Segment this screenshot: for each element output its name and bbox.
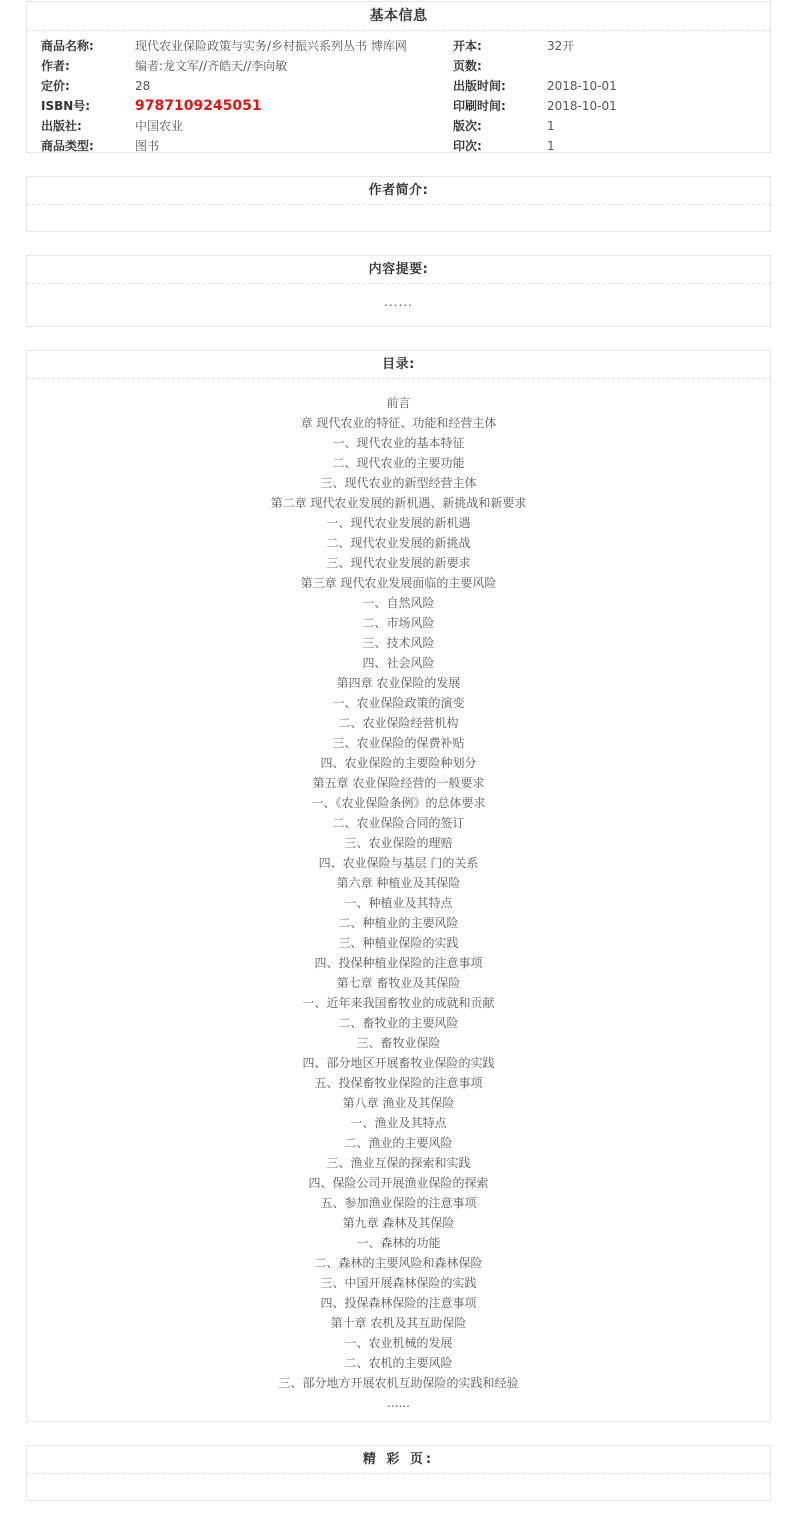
toc-item: 四、投保森林保险的注意事项 — [320, 1296, 477, 1310]
toc-item: 第五章 农业保险经营的一般要求 — [312, 776, 485, 790]
toc-item: 二、现代农业发展的新挑战 — [326, 536, 471, 550]
info-label: 开本: — [453, 39, 482, 53]
toc-item: 一、近年来我国畜牧业的成就和贡献 — [302, 996, 495, 1010]
toc-item: 四、社会风险 — [362, 656, 435, 670]
info-row — [453, 76, 753, 96]
info-value: 2018-10-01 — [547, 99, 617, 113]
basic-info-left-column — [41, 36, 441, 156]
toc-item: ...... — [387, 1396, 410, 1410]
toc-item: 四、保险公司开展渔业保险的探索 — [308, 1176, 489, 1190]
toc-list — [27, 379, 770, 1413]
summary-title: 内容提要: — [27, 256, 770, 284]
toc-panel — [26, 350, 771, 1422]
toc-item: 五、参加渔业保险的注意事项 — [320, 1196, 477, 1210]
toc-item: 三、现代农业发展的新要求 — [326, 556, 471, 570]
summary-text: ...... — [384, 295, 413, 309]
toc-item: 第十章 农机及其互助保险 — [330, 1316, 467, 1330]
toc-item: 四、部分地区开展畜牧业保险的实践 — [302, 1056, 495, 1070]
toc-item: 第二章 现代农业发展的新机遇、新挑战和新要求 — [270, 496, 527, 510]
toc-item: 章 现代农业的特征、功能和经营主体 — [300, 416, 497, 430]
info-label: 定价: — [41, 79, 70, 93]
toc-item: 三、种植业保险的实践 — [338, 936, 459, 950]
author-intro-title: 作者简介: — [27, 177, 770, 205]
author-intro-panel — [26, 176, 771, 232]
info-row — [41, 36, 441, 56]
info-value: 编者:龙文军//齐皓天//李向敏 — [135, 59, 288, 73]
basic-info-title: 基本信息 — [27, 2, 770, 31]
info-value: 图书 — [135, 139, 160, 153]
toc-item: 二、畜牧业的主要风险 — [338, 1016, 459, 1030]
info-label: 商品类型: — [41, 139, 94, 153]
info-row — [453, 36, 753, 56]
toc-item: 四、农业保险的主要险种划分 — [320, 756, 477, 770]
info-row — [41, 56, 441, 76]
summary-panel — [26, 255, 771, 327]
info-row — [453, 96, 753, 116]
wonderful-pages-panel — [26, 1445, 771, 1501]
toc-item: 二、现代农业的主要功能 — [332, 456, 465, 470]
toc-item: 三、畜牧业保险 — [356, 1036, 441, 1050]
toc-item: 一、森林的功能 — [356, 1236, 441, 1250]
toc-item: 二、农业保险合同的签订 — [332, 816, 465, 830]
toc-item: 一、种植业及其特点 — [344, 896, 453, 910]
toc-item: 五、投保畜牧业保险的注意事项 — [314, 1076, 483, 1090]
info-value: 28 — [135, 79, 151, 93]
info-row — [41, 136, 441, 156]
basic-info-panel — [26, 1, 771, 153]
info-value: 32开 — [547, 39, 575, 53]
toc-title: 目录: — [27, 351, 770, 379]
toc-item: 三、渔业互保的探索和实践 — [326, 1156, 471, 1170]
info-row — [41, 96, 441, 116]
toc-item: 三、中国开展森林保险的实践 — [320, 1276, 477, 1290]
info-row — [453, 116, 753, 136]
toc-item: 一、《农业保险条例》的总体要求 — [311, 796, 486, 810]
info-label: 页数: — [453, 59, 482, 73]
info-label: 出版社: — [41, 119, 82, 133]
toc-item: 一、渔业及其特点 — [350, 1116, 447, 1130]
info-row — [41, 116, 441, 136]
info-label: 作者: — [41, 59, 70, 73]
info-value: 2018-10-01 — [547, 79, 617, 93]
toc-item: 三、现代农业的新型经营主体 — [320, 476, 477, 490]
toc-item: 一、现代农业发展的新机遇 — [326, 516, 471, 530]
toc-item: 第九章 森林及其保险 — [342, 1216, 455, 1230]
toc-item: 二、森林的主要风险和森林保险 — [314, 1256, 483, 1270]
info-value: 1 — [547, 139, 555, 153]
isbn-value: 9787109245051 — [135, 98, 262, 114]
toc-item: 四、投保种植业保险的注意事项 — [314, 956, 483, 970]
info-label: ISBN号: — [41, 99, 91, 113]
info-label: 印次: — [453, 139, 482, 153]
toc-item: 二、市场风险 — [362, 616, 435, 630]
toc-item: 前言 — [386, 396, 411, 410]
toc-item: 三、技术风险 — [362, 636, 435, 650]
info-label: 版次: — [453, 119, 482, 133]
wonderful-pages-title: 精 彩 页: — [27, 1446, 770, 1474]
info-value: 1 — [547, 119, 555, 133]
toc-item: 第六章 种植业及其保险 — [336, 876, 461, 890]
toc-item: 一、农业机械的发展 — [344, 1336, 453, 1350]
toc-item: 第三章 现代农业发展面临的主要风险 — [300, 576, 497, 590]
basic-info-right-column — [453, 36, 753, 156]
info-label: 商品名称: — [41, 39, 94, 53]
info-label: 印刷时间: — [453, 99, 506, 113]
info-label: 出版时间: — [453, 79, 506, 93]
toc-item: 一、农业保险政策的演变 — [332, 696, 465, 710]
info-row — [41, 76, 441, 96]
toc-item: 二、农机的主要风险 — [344, 1356, 453, 1370]
toc-item: 第七章 畜牧业及其保险 — [336, 976, 461, 990]
toc-item: 一、自然风险 — [362, 596, 435, 610]
toc-item: 第四章 农业保险的发展 — [336, 676, 461, 690]
toc-item: 三、农业保险的保费补贴 — [332, 736, 465, 750]
info-row — [453, 136, 753, 156]
toc-item: 二、渔业的主要风险 — [344, 1136, 453, 1150]
toc-item: 三、部分地方开展农机互助保险的实践和经验 — [278, 1376, 519, 1390]
info-value: 中国农业 — [135, 119, 184, 133]
toc-item: 二、种植业的主要风险 — [338, 916, 459, 930]
info-value: 现代农业保险政策与实务/乡村振兴系列丛书 博库网 — [135, 39, 407, 53]
toc-item: 二、农业保险经营机构 — [338, 716, 459, 730]
toc-item: 三、农业保险的理赔 — [344, 836, 453, 850]
info-row — [453, 56, 753, 76]
toc-item: 四、农业保险与基层 门的关系 — [318, 856, 479, 870]
toc-item: 一、现代农业的基本特征 — [332, 436, 465, 450]
toc-item: 第八章 渔业及其保险 — [342, 1096, 455, 1110]
